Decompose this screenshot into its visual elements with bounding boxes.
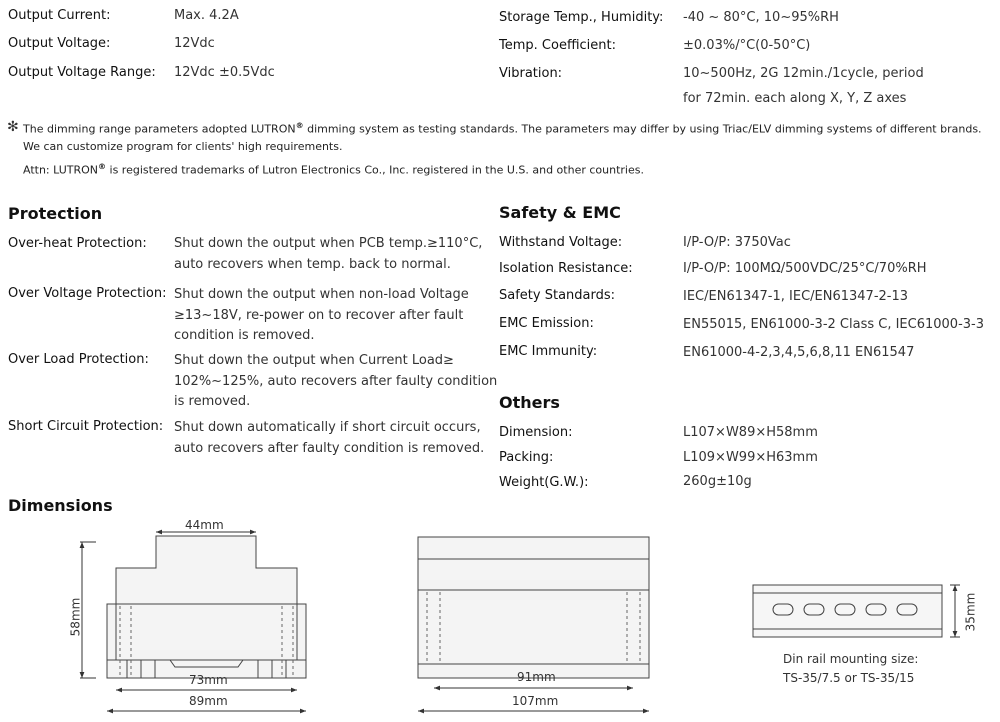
rail-caption-1: Din rail mounting size: bbox=[783, 652, 919, 666]
spec-label: Output Current: bbox=[8, 8, 111, 23]
protection-label: Over-heat Protection: bbox=[8, 236, 147, 251]
protection-title: Protection bbox=[8, 204, 103, 223]
protection-desc: Shut down the output when non-load Voltage ≥13~18V, re-power on to recover after fault condition is removed. bbox=[174, 287, 469, 343]
safety-label: EMC Immunity: bbox=[499, 344, 598, 359]
protection-desc: Shut down automatically if short circuit occurs, auto recovers after faulty condition is removed. bbox=[174, 420, 485, 456]
others-label: Dimension: bbox=[499, 425, 573, 440]
others-label: Weight(G.W.): bbox=[499, 475, 589, 490]
dim-side-inner-label: 91mm bbox=[517, 670, 556, 684]
safety-label: Isolation Resistance: bbox=[499, 261, 633, 276]
safety-label: EMC Emission: bbox=[499, 316, 594, 331]
protection-desc: Shut down the output when Current Load≥ 102%~125%, auto recovers after faulty condition is removed. bbox=[174, 353, 498, 409]
safety-title: Safety & EMC bbox=[499, 203, 621, 222]
others-value: L107×W89×H58mm bbox=[683, 425, 818, 440]
spec-value: -40 ~ 80°C, 10~95%RH bbox=[683, 10, 839, 25]
side-view-drawing bbox=[418, 537, 649, 711]
protection-desc: Shut down the output when PCB temp.≥110°C, auto recovers when temp. back to normal. bbox=[174, 236, 483, 272]
spec-value: Max. 4.2A bbox=[174, 8, 239, 23]
safety-label: Safety Standards: bbox=[499, 288, 616, 303]
spec-label: Output Voltage: bbox=[8, 36, 111, 51]
spec-value: 10~500Hz, 2G 12min./1cycle, period bbox=[683, 66, 924, 81]
safety-value: I/P-O/P: 3750Vac bbox=[683, 235, 791, 250]
others-label: Packing: bbox=[499, 450, 554, 465]
protection-label: Over Load Protection: bbox=[8, 352, 149, 367]
safety-value: EN55015, EN61000-3-2 Class C, IEC61000-3-3 bbox=[683, 317, 984, 332]
spec-label: Vibration: bbox=[499, 66, 563, 81]
spec-value-continued: for 72min. each along X, Y, Z axes bbox=[683, 91, 907, 106]
others-value: L109×W99×H63mm bbox=[683, 450, 818, 465]
din-rail-drawing bbox=[753, 585, 960, 637]
safety-value: EN61000-4-2,3,4,5,6,8,11 EN61547 bbox=[683, 345, 915, 360]
safety-value: I/P-O/P: 100MΩ/500VDC/25°C/70%RH bbox=[683, 261, 927, 276]
safety-label: Withstand Voltage: bbox=[499, 235, 623, 250]
rail-caption-2: TS-35/7.5 or TS-35/15 bbox=[783, 671, 915, 685]
asterisk-icon: ✻ bbox=[7, 119, 19, 135]
spec-label: Temp. Coefficient: bbox=[499, 38, 616, 53]
dim-rail-height-label: 35mm bbox=[963, 592, 978, 632]
dim-side-outer-label: 107mm bbox=[512, 694, 559, 708]
note-line-2: We can customize program for clients' high requirements. bbox=[23, 140, 343, 153]
dim-front-inner-label: 73mm bbox=[189, 673, 228, 687]
dim-front-height-label: 58mm bbox=[68, 597, 83, 637]
safety-value: IEC/EN61347-1, IEC/EN61347-2-13 bbox=[683, 289, 909, 304]
dim-front-outer-label: 89mm bbox=[189, 694, 228, 708]
dimensions-title: Dimensions bbox=[8, 496, 113, 515]
spec-label: Storage Temp., Humidity: bbox=[499, 10, 664, 25]
spec-value: ±0.03%/°C(0-50°C) bbox=[683, 38, 811, 53]
others-value: 260g±10g bbox=[683, 474, 752, 489]
attn-note: Attn: LUTRON® is registered trademarks of Lutron Electronics Co., Inc. registered in the U.S. and other countries. bbox=[23, 162, 644, 177]
spec-label: Output Voltage Range: bbox=[8, 65, 156, 80]
others-title: Others bbox=[499, 393, 560, 412]
protection-label: Short Circuit Protection: bbox=[8, 419, 164, 434]
note-line-1: The dimming range parameters adopted LUTRON® dimming system as testing standards. The parameters may differ by using Triac/ELV dimming systems of different brands. bbox=[23, 121, 982, 136]
spec-value: 12Vdc bbox=[174, 36, 215, 51]
protection-label: Over Voltage Protection: bbox=[8, 286, 167, 301]
dim-front-top-label: 44mm bbox=[185, 518, 224, 532]
spec-value: 12Vdc ±0.5Vdc bbox=[174, 65, 275, 80]
